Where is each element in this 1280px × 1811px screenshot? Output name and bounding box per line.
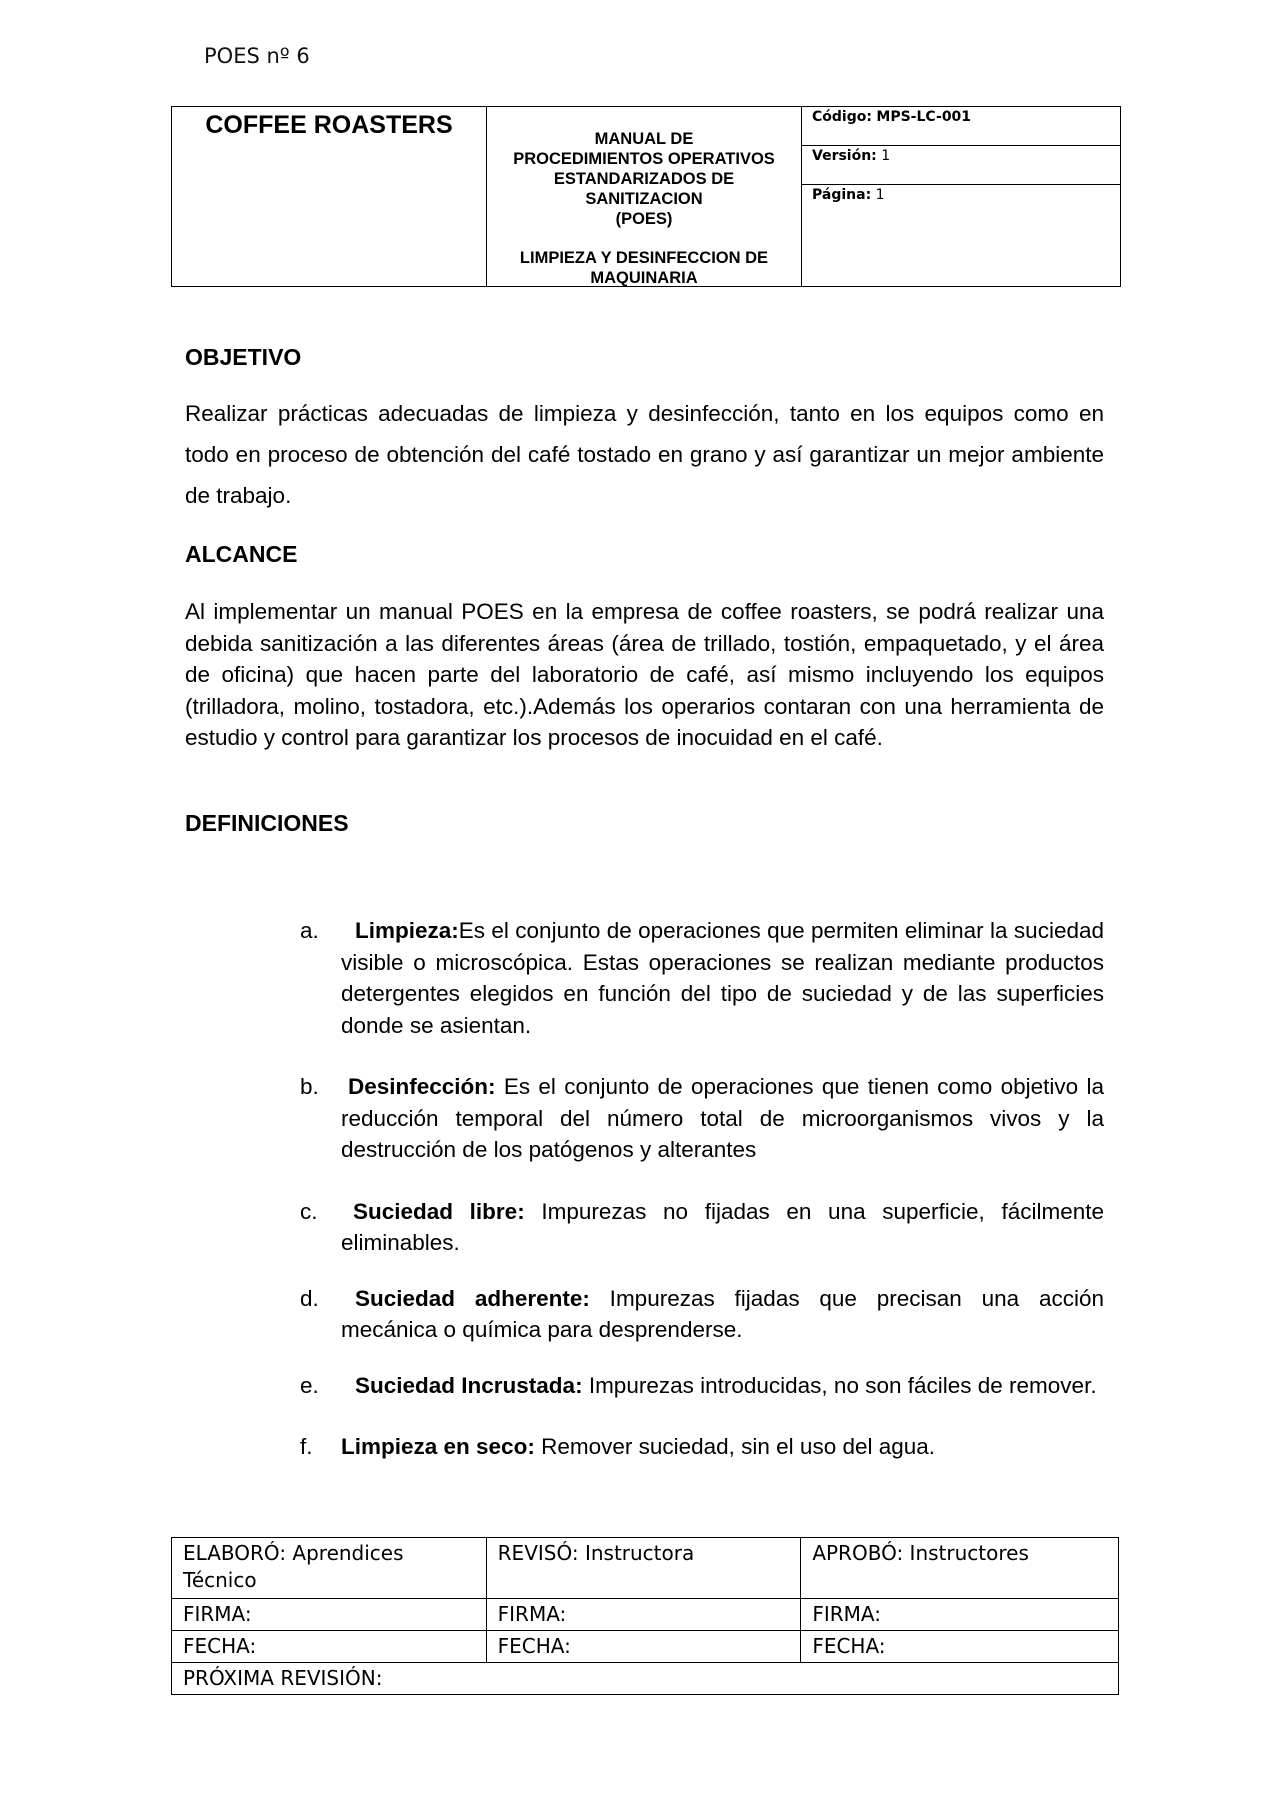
definition-item [300, 1370, 1104, 1402]
definition-term: Suciedad Incrustada: [355, 1372, 583, 1398]
version-label: Versión: [812, 148, 877, 164]
running-header: POES nº 6 [204, 44, 310, 68]
subtitle-line: MAQUINARIA [590, 269, 698, 287]
manual-title [487, 129, 801, 229]
codigo-row [802, 107, 1120, 146]
procedure-subtitle [487, 248, 801, 288]
definition-term: Suciedad adherente: [355, 1285, 590, 1311]
definition-item [300, 1283, 1104, 1346]
pagina-row [802, 185, 1120, 224]
elaboro-cell: ELABORÓ: Aprendices Técnico [172, 1538, 487, 1599]
pagina-label: Página: [812, 187, 872, 203]
list-marker: a. [300, 918, 319, 943]
list-marker: b. [300, 1074, 319, 1099]
company-name: COFFEE ROASTERS [205, 111, 453, 139]
codigo-value: MPS-LC-001 [876, 109, 972, 125]
firma-row [172, 1599, 1119, 1631]
aprobo-cell: APROBÓ: Instructores [801, 1538, 1119, 1599]
proxima-revision-row [172, 1663, 1119, 1695]
definition-term: Desinfección: [348, 1074, 496, 1099]
fecha-row [172, 1631, 1119, 1663]
objetivo-heading: OBJETIVO [185, 344, 302, 370]
fecha-cell: FECHA: [172, 1631, 487, 1663]
definition-text: Impurezas introducidas, no son fáciles de remover. [582, 1372, 1097, 1398]
manual-title-line: ESTANDARIZADOS DE [553, 170, 735, 188]
firma-cell: FIRMA: [801, 1599, 1119, 1631]
company-cell [172, 107, 487, 286]
definition-item [300, 915, 1104, 1041]
list-marker: c. [300, 1198, 318, 1224]
approval-row [172, 1538, 1119, 1599]
metadata-cell [802, 107, 1120, 286]
objetivo-text: Realizar prácticas adecuadas de limpieza y desinfección, tanto en los equipos como en todo en proceso de obtención del café tostado en grano y así garantizar un mejor ambiente de trabajo. [185, 401, 1104, 508]
manual-title-line: MANUAL DE [594, 130, 694, 148]
definition-term: Limpieza: [355, 918, 459, 943]
definitions-list [300, 915, 1104, 1463]
manual-title-line: SANITIZACION [585, 190, 703, 208]
definition-text: Remover suciedad, sin el uso del agua. [534, 1434, 936, 1459]
codigo-label: Código: [812, 109, 872, 125]
firma-cell: FIRMA: [172, 1599, 487, 1631]
proxima-revision-cell: PRÓXIMA REVISIÓN: [172, 1663, 1119, 1695]
firma-cell: FIRMA: [486, 1599, 801, 1631]
reviso-cell: REVISÓ: Instructora [486, 1538, 801, 1599]
manual-title-line: (POES) [615, 210, 673, 228]
manual-title-line: PROCEDIMIENTOS OPERATIVOS [513, 150, 775, 168]
definition-item [300, 1196, 1104, 1259]
version-row [802, 146, 1120, 185]
subtitle-line: LIMPIEZA Y DESINFECCION DE [519, 249, 769, 267]
definition-text: Impurezas fijadas que precisan una acción mecánica o química para desprenderse. [341, 1285, 1104, 1342]
fecha-cell: FECHA: [486, 1631, 801, 1663]
definition-item [300, 1431, 1104, 1463]
document-header-table [171, 106, 1121, 287]
approval-table [171, 1537, 1119, 1695]
definition-item [300, 1071, 1104, 1166]
definition-text: Impurezas no fijadas en una superficie, fácilmente eliminables. [341, 1198, 1104, 1255]
list-marker: f. [300, 1434, 313, 1459]
pagina-value: 1 [875, 187, 885, 203]
alcance-heading: ALCANCE [185, 541, 298, 567]
alcance-text: Al implementar un manual POES en la empresa de coffee roasters, se podrá realizar una debida sanitización a las diferentes áreas (área de trillado, tostión, empaquetado, y el área de oficina) que hacen parte del laboratorio de café, así mismo incluyendo los equipos (trilladora, molino, tostadora, etc.).Además los operarios contaran con una herramienta de estudio y control para garantizar los procesos de inocuidad en el café. [185, 599, 1104, 750]
list-marker: e. [300, 1372, 319, 1398]
list-marker: d. [300, 1285, 319, 1311]
definition-term: Limpieza en seco: [341, 1434, 535, 1459]
version-value: 1 [881, 148, 891, 164]
definition-term: Suciedad libre: [353, 1198, 525, 1224]
definition-text: Es el conjunto de operaciones que permiten eliminar la suciedad visible o microscópica. Estas operaciones se realizan mediante productos detergentes elegidos en función del tipo de suciedad y de las superficies donde se asientan. [341, 918, 1104, 1038]
fecha-cell: FECHA: [801, 1631, 1119, 1663]
definition-text: Es el conjunto de operaciones que tienen como objetivo la reducción temporal del número total de microorganismos vivos y la destrucción de los patógenos y alterantes [341, 1074, 1104, 1162]
definiciones-heading: DEFINICIONES [185, 810, 349, 836]
title-cell [487, 107, 802, 286]
